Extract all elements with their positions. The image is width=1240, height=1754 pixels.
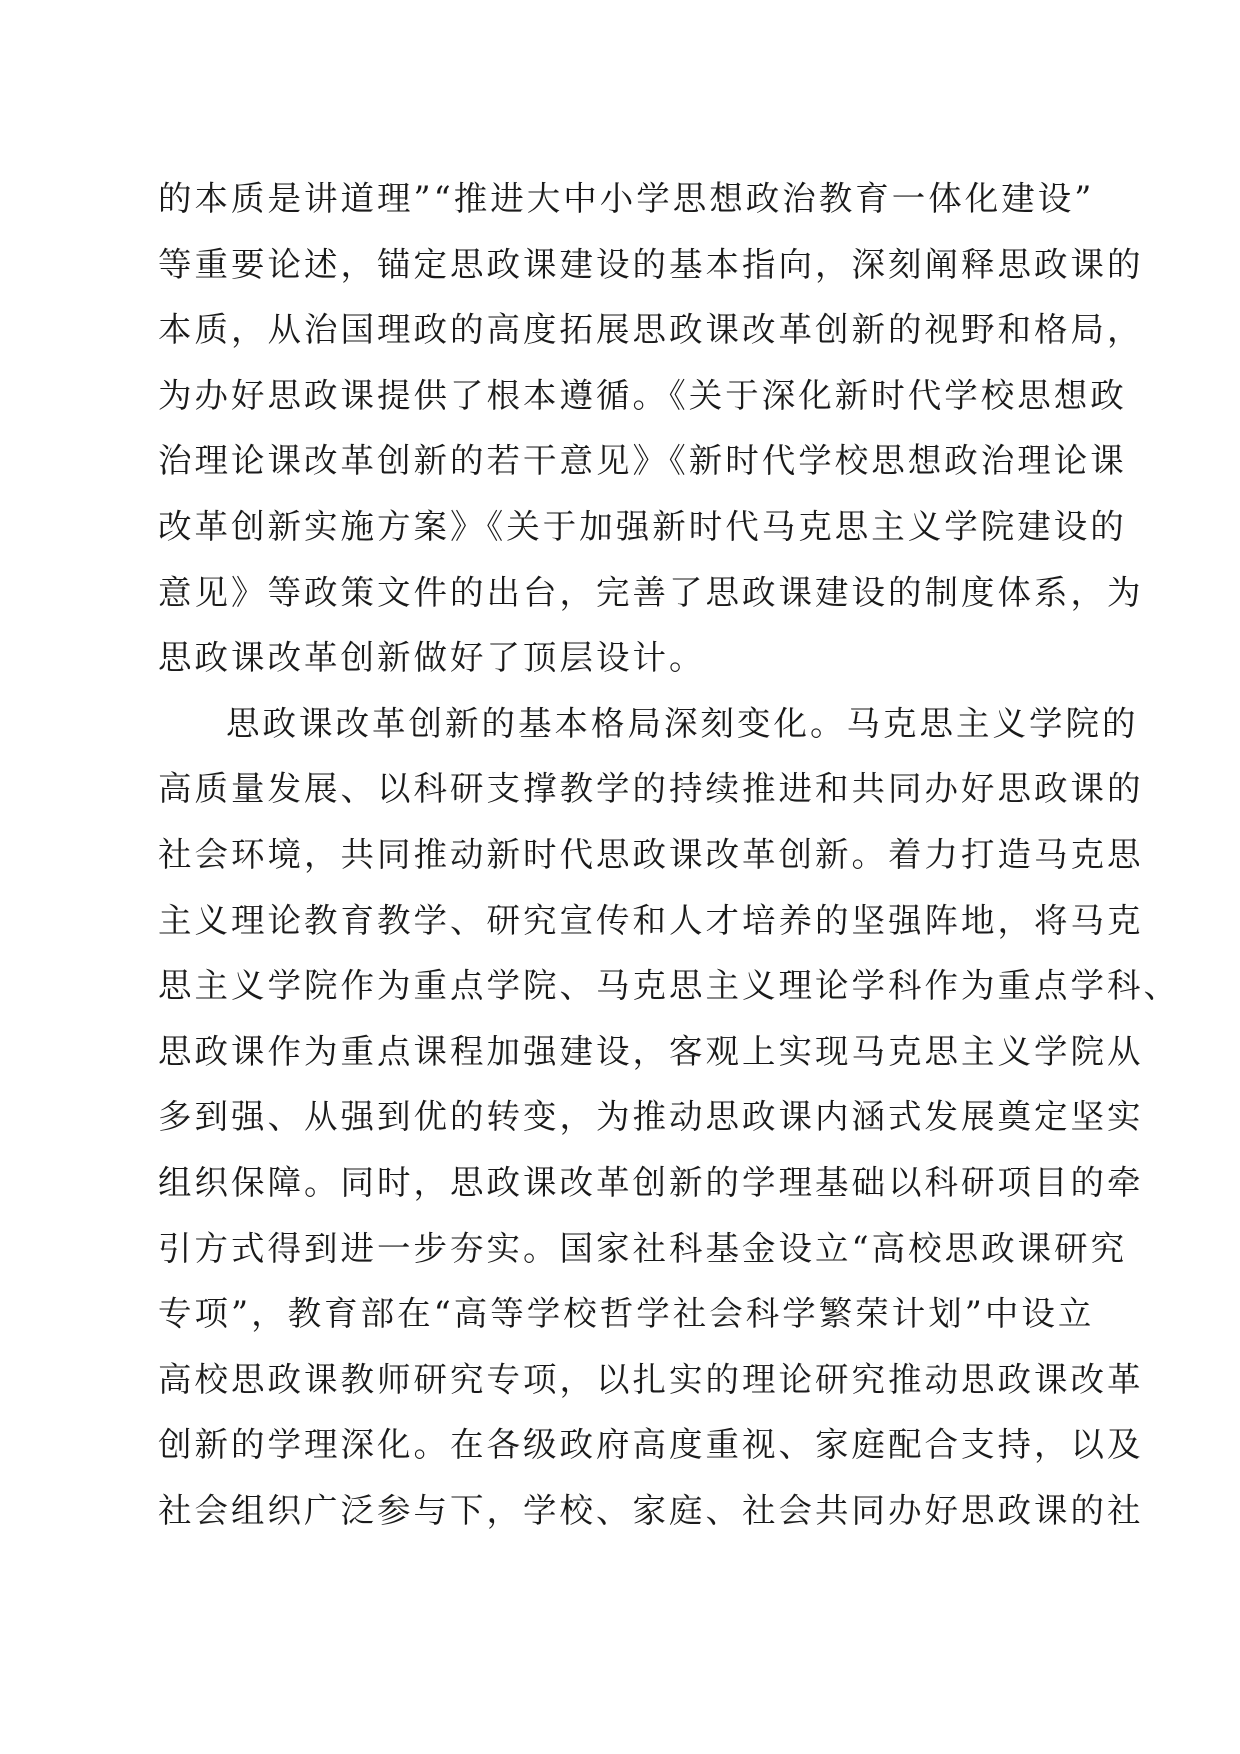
text-line: 高质量发展、以科研支撑教学的持续推进和共同办好思政课的 bbox=[158, 769, 1144, 809]
text-line: 改革创新实施方案》《关于加强新时代马克思主义学院建设的 bbox=[158, 506, 1127, 546]
text-line: 创新的学理深化。在各级政府高度重视、家庭配合支持，以及 bbox=[158, 1425, 1144, 1465]
text-line: 等重要论述，锚定思政课建设的基本指向，深刻阐释思政课的 bbox=[158, 244, 1144, 284]
paragraph-2 bbox=[158, 691, 1180, 1544]
text-line: 组织保障。同时，思政课改革创新的学理基础以科研项目的牵 bbox=[158, 1162, 1144, 1202]
text-line: 思政课作为重点课程加强建设，客观上实现马克思主义学院从 bbox=[158, 1031, 1144, 1071]
text-line: 本质，从治国理政的高度拓展思政课改革创新的视野和格局， bbox=[158, 310, 1144, 350]
text-line: 意见》等政策文件的出台，完善了思政课建设的制度体系，为 bbox=[158, 572, 1144, 612]
text-line: 的本质是讲道理”“推进大中小学思想政治教育一体化建设” bbox=[158, 179, 1095, 218]
text-line: 思政课改革创新做好了顶层设计。 bbox=[158, 638, 706, 678]
text-line: 社会环境，共同推动新时代思政课改革创新。着力打造马克思 bbox=[158, 834, 1144, 874]
text-line: 多到强、从强到优的转变，为推动思政课内涵式发展奠定坚实 bbox=[158, 1097, 1144, 1137]
text-line: 引方式得到进一步夯实。国家社科基金设立“高校思政课研究 bbox=[158, 1228, 1128, 1268]
text-line: 主义理论教育教学、研究宣传和人才培养的坚强阵地，将马克 bbox=[158, 900, 1144, 940]
text-line: 专项”，教育部在“高等学校哲学社会科学繁荣计划”中设立 bbox=[158, 1294, 1095, 1334]
text-line: 思政课改革创新的基本格局深刻变化。马克思主义学院的 bbox=[226, 703, 1139, 743]
text-line: 社会组织广泛参与下，学校、家庭、社会共同办好思政课的社 bbox=[158, 1490, 1144, 1530]
paragraph-1 bbox=[158, 166, 1144, 691]
text-line: 为办好思政课提供了根本遵循。《关于深化新时代学校思想政 bbox=[158, 375, 1127, 415]
text-line: 高校思政课教师研究专项，以扎实的理论研究推动思政课改革 bbox=[158, 1359, 1144, 1399]
text-line: 思主义学院作为重点学院、马克思主义理论学科作为重点学科、 bbox=[158, 966, 1180, 1006]
text-line: 治理论课改革创新的若干意见》《新时代学校思想政治理论课 bbox=[158, 441, 1127, 481]
body-text bbox=[158, 166, 1180, 1543]
